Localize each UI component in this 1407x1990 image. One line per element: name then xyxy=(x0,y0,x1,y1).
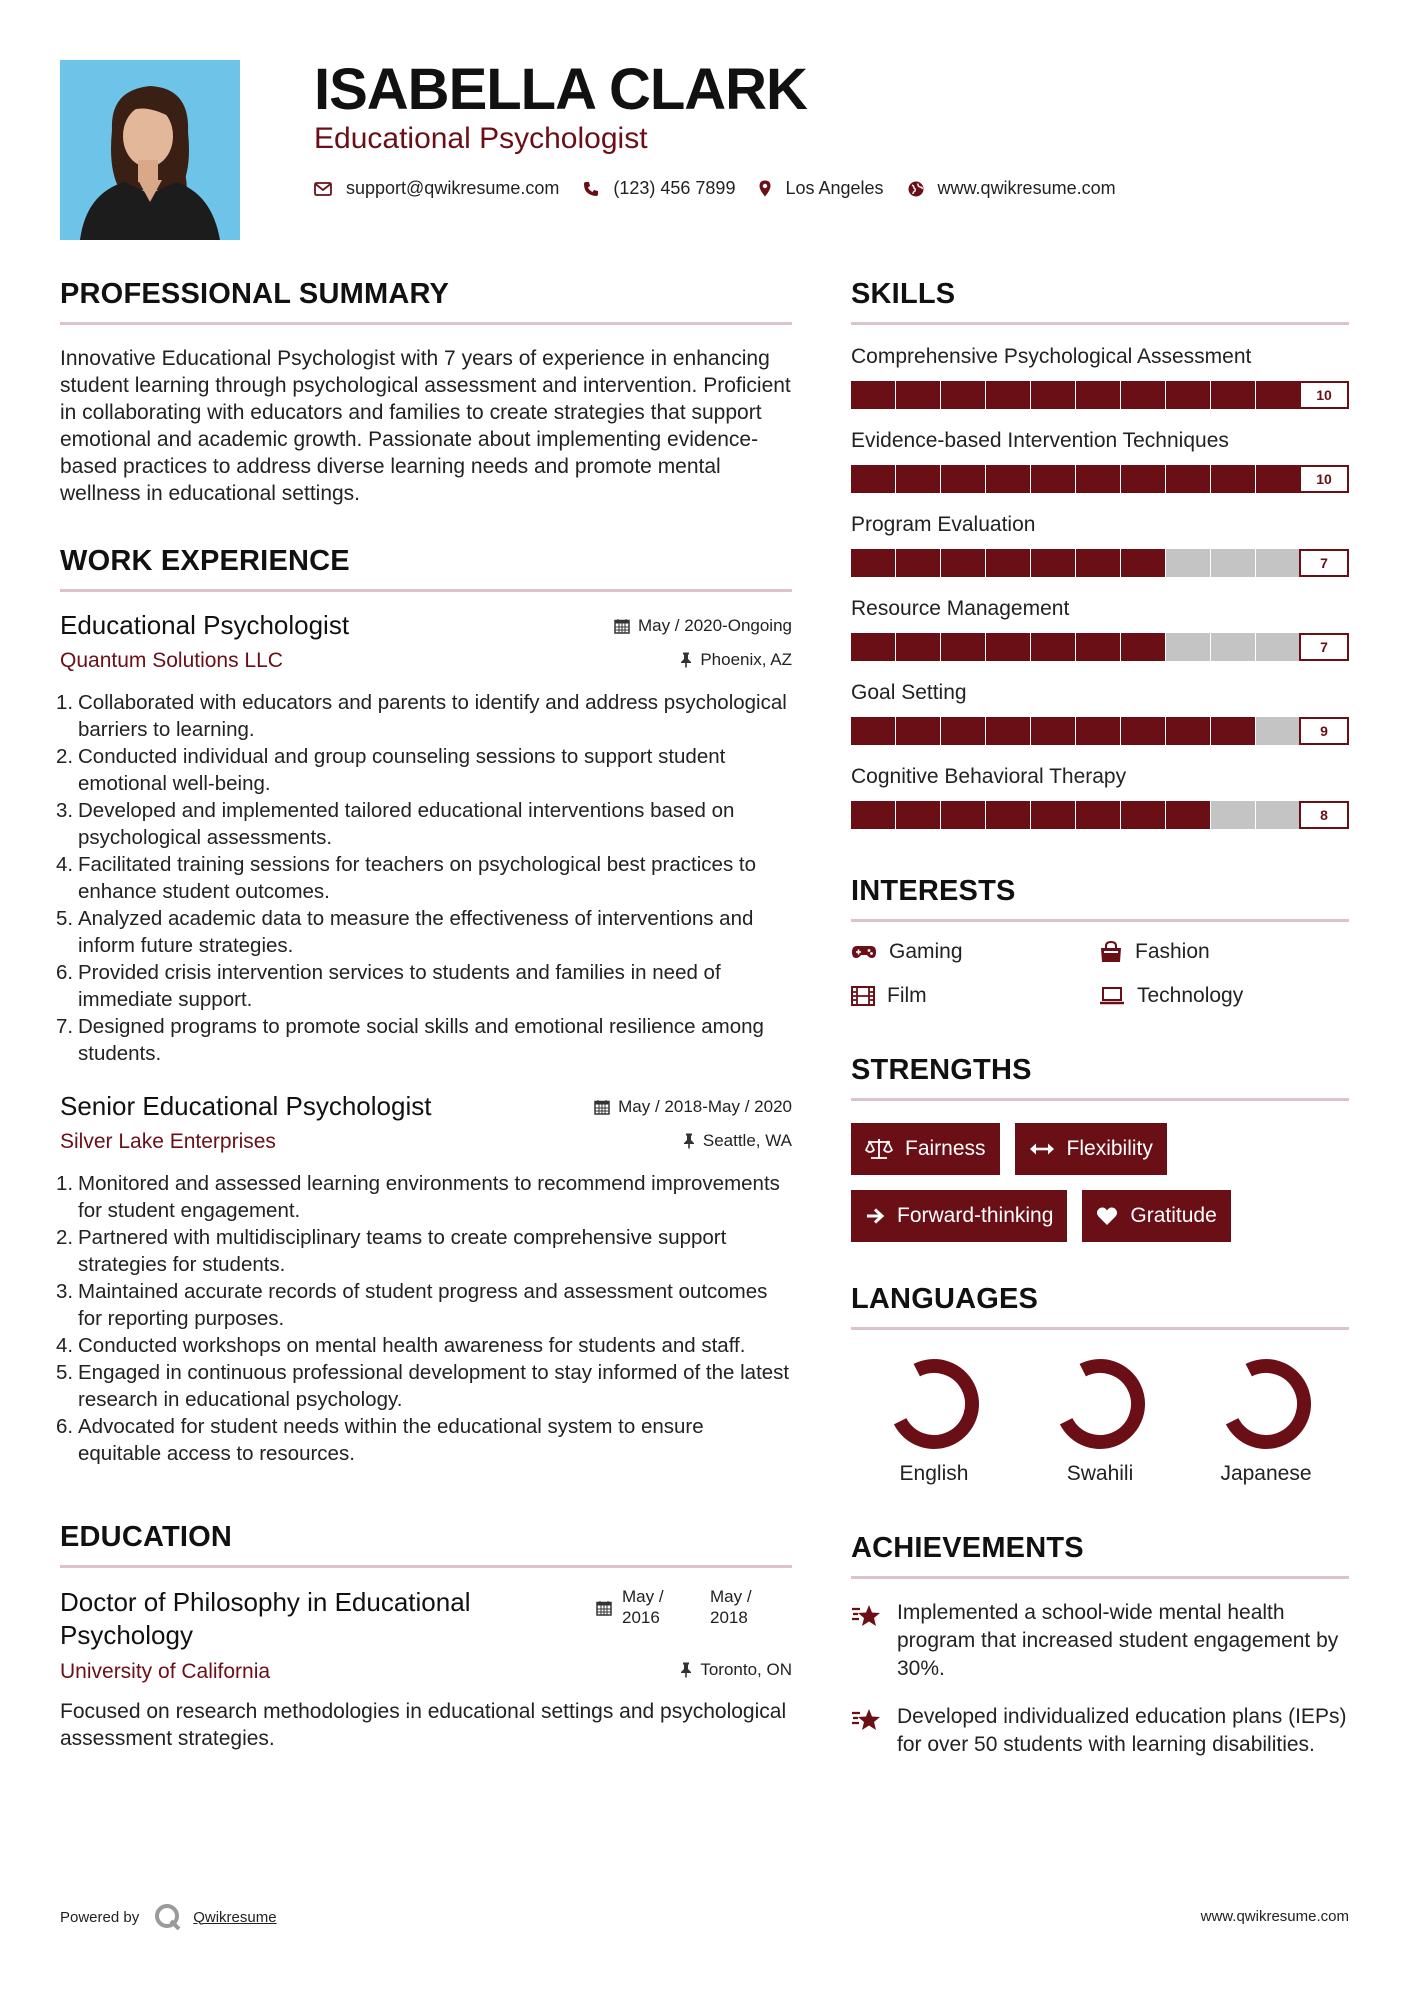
skill-bar-filled-segment xyxy=(1166,801,1210,829)
profile-photo xyxy=(60,60,240,240)
contact-location xyxy=(759,178,883,199)
calendar-icon xyxy=(614,618,630,634)
skill-bar-filled-segment xyxy=(1031,801,1075,829)
job-location-text: Seattle, WA xyxy=(702,1131,792,1150)
skill-bar-filled-segment xyxy=(896,549,940,577)
list-item: 1. Monitored and assessed learning environments to recommend improvements for student engagement. xyxy=(56,1172,780,1222)
envelope-icon xyxy=(314,182,332,196)
section-title: INTERESTS xyxy=(851,875,1016,907)
skill-bar-filled-segment xyxy=(1211,381,1255,409)
section-title: EDUCATION xyxy=(60,1521,233,1553)
skill-bar-filled-segment xyxy=(941,801,985,829)
skill-item xyxy=(851,345,1349,409)
skills-section xyxy=(851,278,1349,829)
education-entry xyxy=(60,1586,792,1752)
section-divider xyxy=(851,1327,1349,1330)
location-text: Los Angeles xyxy=(785,178,884,198)
phone-text: (123) 456 7899 xyxy=(613,178,736,198)
skill-bar-filled-segment xyxy=(1166,717,1210,745)
skill-bar-filled-segment xyxy=(896,717,940,745)
interests-section xyxy=(851,875,1349,1008)
education-description: Focused on research methodologies in educational settings and psychological assessment strategies. xyxy=(60,1700,787,1750)
experience-section xyxy=(56,545,792,1467)
footer-brand-link[interactable]: Qwikresume xyxy=(193,1908,277,1926)
skill-bar-filled-segment xyxy=(1076,381,1120,409)
achievement-item xyxy=(851,1703,1349,1759)
thumbtack-icon xyxy=(683,1133,695,1149)
globe-icon xyxy=(908,181,924,197)
education-section xyxy=(60,1521,792,1752)
skill-bar-filled-segment xyxy=(1121,381,1165,409)
thumbtack-icon xyxy=(680,652,692,668)
job-date xyxy=(614,616,792,636)
job-location-text: Phoenix, AZ xyxy=(700,650,792,669)
calendar-icon xyxy=(596,1600,612,1616)
contact-email[interactable] xyxy=(314,178,559,199)
skill-bar-empty-segment xyxy=(1166,549,1210,577)
skill-bar-empty-segment xyxy=(1256,717,1300,745)
education-location-text: Toronto, ON xyxy=(700,1660,792,1679)
website-text: www.qwikresume.com xyxy=(937,178,1116,198)
skill-bar-filled-segment xyxy=(1031,465,1075,493)
job-location xyxy=(680,650,792,670)
skill-bar-filled-segment xyxy=(896,465,940,493)
list-item: 6. Advocated for student needs within the educational system to ensure equitable access to resources. xyxy=(56,1415,704,1465)
skill-bar-filled-segment xyxy=(851,717,895,745)
skills-list xyxy=(851,345,1349,829)
language-name: Japanese xyxy=(1220,1462,1312,1485)
map-pin-icon xyxy=(759,180,771,197)
strength-label: Forward-thinking xyxy=(897,1204,1054,1227)
section-divider xyxy=(60,322,792,325)
achievement-text: Developed individualized education plans (IEPs) for over 50 students with learning disabilities. xyxy=(897,1705,1347,1756)
gamepad-icon xyxy=(851,944,877,960)
email-text: support@qwikresume.com xyxy=(346,178,560,198)
skill-bar-filled-segment xyxy=(1256,381,1300,409)
section-title: LANGUAGES xyxy=(851,1283,1039,1315)
skill-bar-empty-segment xyxy=(1256,801,1300,829)
skill-bar-empty-segment xyxy=(1256,633,1300,661)
calendar-icon xyxy=(594,1099,610,1115)
job-entry xyxy=(56,1091,792,1467)
skill-bar-filled-segment xyxy=(986,633,1030,661)
skill-bar-filled-segment xyxy=(1121,717,1165,745)
skill-bar-filled-segment xyxy=(1031,633,1075,661)
achievement-text: Implemented a school-wide mental health program that increased student engagement by 30%. xyxy=(897,1601,1339,1680)
education-location xyxy=(680,1660,792,1680)
section-divider xyxy=(60,1565,792,1568)
powered-by-label: Powered by xyxy=(60,1908,140,1926)
list-item: 2. Conducted individual and group counseling sessions to support student emotional well-being. xyxy=(56,745,726,795)
job-entry xyxy=(56,610,792,1067)
skill-name: Comprehensive Psychological Assessment xyxy=(851,345,1252,368)
strength-badge xyxy=(851,1123,1000,1175)
skill-bar-filled-segment xyxy=(941,549,985,577)
contact-row xyxy=(314,178,1140,199)
strength-label: Fairness xyxy=(905,1137,986,1160)
job-date xyxy=(594,1097,792,1117)
strength-label: Gratitude xyxy=(1130,1204,1217,1227)
job-title: Senior Educational Psychologist xyxy=(60,1091,432,1121)
list-item: 1. Collaborated with educators and parents to identify and address psychological barriers to learning. xyxy=(56,691,787,741)
language-name: English xyxy=(899,1462,969,1485)
shopping-bag-icon xyxy=(1099,941,1123,963)
skill-name: Resource Management xyxy=(851,597,1070,620)
skill-bar-filled-segment xyxy=(1121,549,1165,577)
skill-bar-empty-segment xyxy=(1211,549,1255,577)
skill-bar-filled-segment xyxy=(941,717,985,745)
education-dates xyxy=(596,1586,762,1628)
skill-score: 10 xyxy=(1299,381,1349,409)
skill-item xyxy=(851,681,1349,745)
interest-label: Technology xyxy=(1137,984,1244,1007)
language-item xyxy=(1017,1356,1183,1486)
star-award-icon xyxy=(851,1707,883,1733)
language-item xyxy=(1183,1356,1349,1486)
skill-name: Program Evaluation xyxy=(851,513,1036,536)
skill-bar-filled-segment xyxy=(896,801,940,829)
education-end-date: May / 2018 xyxy=(710,1587,752,1627)
skill-bar xyxy=(851,633,1349,661)
skill-bar-filled-segment xyxy=(1076,465,1120,493)
interest-label: Gaming xyxy=(889,940,963,963)
language-level-ring xyxy=(1052,1356,1148,1452)
strengths-list xyxy=(851,1123,1349,1257)
skill-bar-filled-segment xyxy=(986,717,1030,745)
skill-bar xyxy=(851,801,1349,829)
skill-bar-filled-segment xyxy=(896,381,940,409)
skill-bar-filled-segment xyxy=(896,633,940,661)
job-title: Educational Psychologist xyxy=(60,610,350,640)
skill-score: 9 xyxy=(1299,717,1349,745)
skill-bar-filled-segment xyxy=(1211,717,1255,745)
list-item: 6. Provided crisis intervention services to students and families in need of immediate support. xyxy=(56,961,721,1011)
section-divider xyxy=(851,919,1349,922)
skill-bar-filled-segment xyxy=(986,801,1030,829)
interest-item xyxy=(1099,984,1347,1008)
skill-bar-empty-segment xyxy=(1256,549,1300,577)
skill-bar xyxy=(851,717,1349,745)
arrow-right-icon xyxy=(865,1207,885,1225)
skill-bar-filled-segment xyxy=(1121,465,1165,493)
list-item: 2. Partnered with multidisciplinary teams to create comprehensive support strategies for students. xyxy=(56,1226,727,1276)
skill-bar-filled-segment xyxy=(1076,717,1120,745)
skill-bar-filled-segment xyxy=(1121,801,1165,829)
skill-item xyxy=(851,765,1349,829)
skill-bar-filled-segment xyxy=(1166,381,1210,409)
achievement-item xyxy=(851,1599,1349,1683)
skill-bar-filled-segment xyxy=(851,801,895,829)
strength-badge xyxy=(851,1190,1067,1242)
film-icon xyxy=(851,986,875,1006)
skill-score: 7 xyxy=(1299,549,1349,577)
language-level-arc xyxy=(900,1366,972,1442)
person-portrait-icon xyxy=(60,60,240,240)
right-column xyxy=(851,278,1349,1759)
school-name: University of California xyxy=(60,1660,271,1683)
strengths-section xyxy=(851,1054,1349,1257)
section-title: SKILLS xyxy=(851,278,956,310)
skill-bar-filled-segment xyxy=(986,549,1030,577)
languages-section xyxy=(851,1283,1349,1486)
skill-bar-filled-segment xyxy=(1031,381,1075,409)
job-company: Quantum Solutions LLC xyxy=(60,649,283,672)
job-date-text: May / 2018-May / 2020 xyxy=(618,1097,792,1116)
skill-score: 10 xyxy=(1299,465,1349,493)
skill-item xyxy=(851,597,1349,661)
skill-bar-filled-segment xyxy=(1211,465,1255,493)
section-divider xyxy=(851,1576,1349,1579)
section-divider xyxy=(851,322,1349,325)
laptop-icon xyxy=(1099,987,1125,1005)
skill-bar-filled-segment xyxy=(941,633,985,661)
thumbtack-icon xyxy=(680,1662,692,1678)
skill-bar xyxy=(851,381,1349,409)
job-location xyxy=(683,1131,792,1151)
skill-bar-empty-segment xyxy=(1166,633,1210,661)
candidate-title: Educational Psychologist xyxy=(314,122,648,155)
footer-url[interactable]: www.qwikresume.com xyxy=(1200,1908,1349,1925)
contact-phone[interactable] xyxy=(583,178,735,199)
language-level-ring xyxy=(1218,1356,1314,1452)
section-divider xyxy=(851,1098,1349,1101)
skill-bar-filled-segment xyxy=(1076,801,1120,829)
strength-badge xyxy=(1015,1123,1167,1175)
star-award-icon xyxy=(851,1603,883,1629)
skill-bar-filled-segment xyxy=(1076,633,1120,661)
skill-bar-empty-segment xyxy=(1211,801,1255,829)
heart-icon xyxy=(1096,1206,1118,1226)
list-item: 3. Developed and implemented tailored educational interventions based on psychological assessments. xyxy=(56,799,735,849)
skill-name: Evidence-based Intervention Techniques xyxy=(851,429,1229,452)
interest-item xyxy=(851,940,1099,964)
language-level-ring xyxy=(886,1356,982,1452)
skill-bar-filled-segment xyxy=(1121,633,1165,661)
language-item xyxy=(851,1356,1017,1486)
languages-list xyxy=(851,1356,1349,1486)
skill-bar-filled-segment xyxy=(851,549,895,577)
education-start-date: May / 2016 xyxy=(622,1587,664,1627)
qwikresume-logo-icon xyxy=(153,1902,183,1932)
skill-bar-filled-segment xyxy=(941,381,985,409)
interest-label: Film xyxy=(887,984,927,1007)
degree-title: Doctor of Philosophy in Educational Psychology xyxy=(60,1587,471,1650)
strength-badge xyxy=(1082,1190,1230,1242)
summary-text: Innovative Educational Psychologist with 7 years of experience in enhancing student learning through psychological assessment and intervention. Proficient in collaborating with educators and families to create strategies that support emotional and academic growth. Passionate about implementing evidence-based practices to address diverse learning needs and promote mental wellness in educational settings. xyxy=(60,347,791,505)
skill-bar-filled-segment xyxy=(851,381,895,409)
interest-item xyxy=(851,984,1099,1008)
skill-bar-filled-segment xyxy=(1256,465,1300,493)
left-column xyxy=(56,278,792,1752)
interest-label: Fashion xyxy=(1135,940,1210,963)
skill-bar-filled-segment xyxy=(941,465,985,493)
section-divider xyxy=(60,589,792,592)
skill-score: 8 xyxy=(1299,801,1349,829)
skill-bar-filled-segment xyxy=(986,465,1030,493)
interests-list xyxy=(851,940,1349,1008)
list-item: 5. Engaged in continuous professional development to stay informed of the latest research in educational psychology. xyxy=(56,1361,790,1411)
skill-bar-filled-segment xyxy=(851,465,895,493)
section-title: STRENGTHS xyxy=(851,1054,1032,1086)
skill-name: Goal Setting xyxy=(851,681,967,704)
section-title: WORK EXPERIENCE xyxy=(60,545,350,577)
skill-bar-filled-segment xyxy=(1166,465,1210,493)
list-item: 3. Maintained accurate records of student progress and assessment outcomes for reporting purposes. xyxy=(56,1280,768,1330)
scale-icon xyxy=(865,1138,893,1160)
list-item: 7. Designed programs to promote social skills and emotional resilience among students. xyxy=(56,1015,764,1065)
job-date-text: May / 2020-Ongoing xyxy=(637,616,792,635)
job-bullets xyxy=(56,689,792,1067)
skill-bar-filled-segment xyxy=(1076,549,1120,577)
skill-item xyxy=(851,513,1349,577)
list-item: 4. Facilitated training sessions for teachers on psychological best practices to enhance student outcomes. xyxy=(56,853,756,903)
candidate-name: ISABELLA CLARK xyxy=(314,57,807,122)
strength-label: Flexibility xyxy=(1066,1137,1153,1160)
footer-powered-by xyxy=(60,1902,277,1932)
job-company: Silver Lake Enterprises xyxy=(60,1130,276,1153)
list-item: 5. Analyzed academic data to measure the effectiveness of interventions and inform future strategies. xyxy=(56,907,754,957)
phone-icon xyxy=(583,181,599,197)
summary-section xyxy=(60,278,792,507)
achievements-section xyxy=(851,1532,1349,1759)
section-title: ACHIEVEMENTS xyxy=(851,1532,1084,1564)
arrows-horizontal-icon xyxy=(1029,1142,1055,1156)
skill-bar-filled-segment xyxy=(986,381,1030,409)
contact-website[interactable] xyxy=(908,178,1116,199)
skill-bar-filled-segment xyxy=(1031,717,1075,745)
interest-item xyxy=(1099,940,1347,964)
language-name: Swahili xyxy=(1066,1462,1134,1485)
skill-bar-empty-segment xyxy=(1211,633,1255,661)
skill-item xyxy=(851,429,1349,493)
skill-bar xyxy=(851,465,1349,493)
section-title: PROFESSIONAL SUMMARY xyxy=(60,278,450,310)
language-level-arc xyxy=(1232,1366,1304,1442)
skill-name: Cognitive Behavioral Therapy xyxy=(851,765,1127,788)
skill-bar-filled-segment xyxy=(1031,549,1075,577)
skill-bar xyxy=(851,549,1349,577)
job-bullets xyxy=(56,1170,792,1467)
skill-score: 7 xyxy=(1299,633,1349,661)
language-level-arc xyxy=(1066,1366,1138,1442)
list-item: 4. Conducted workshops on mental health awareness for students and staff. xyxy=(56,1334,746,1357)
skill-bar-filled-segment xyxy=(851,633,895,661)
